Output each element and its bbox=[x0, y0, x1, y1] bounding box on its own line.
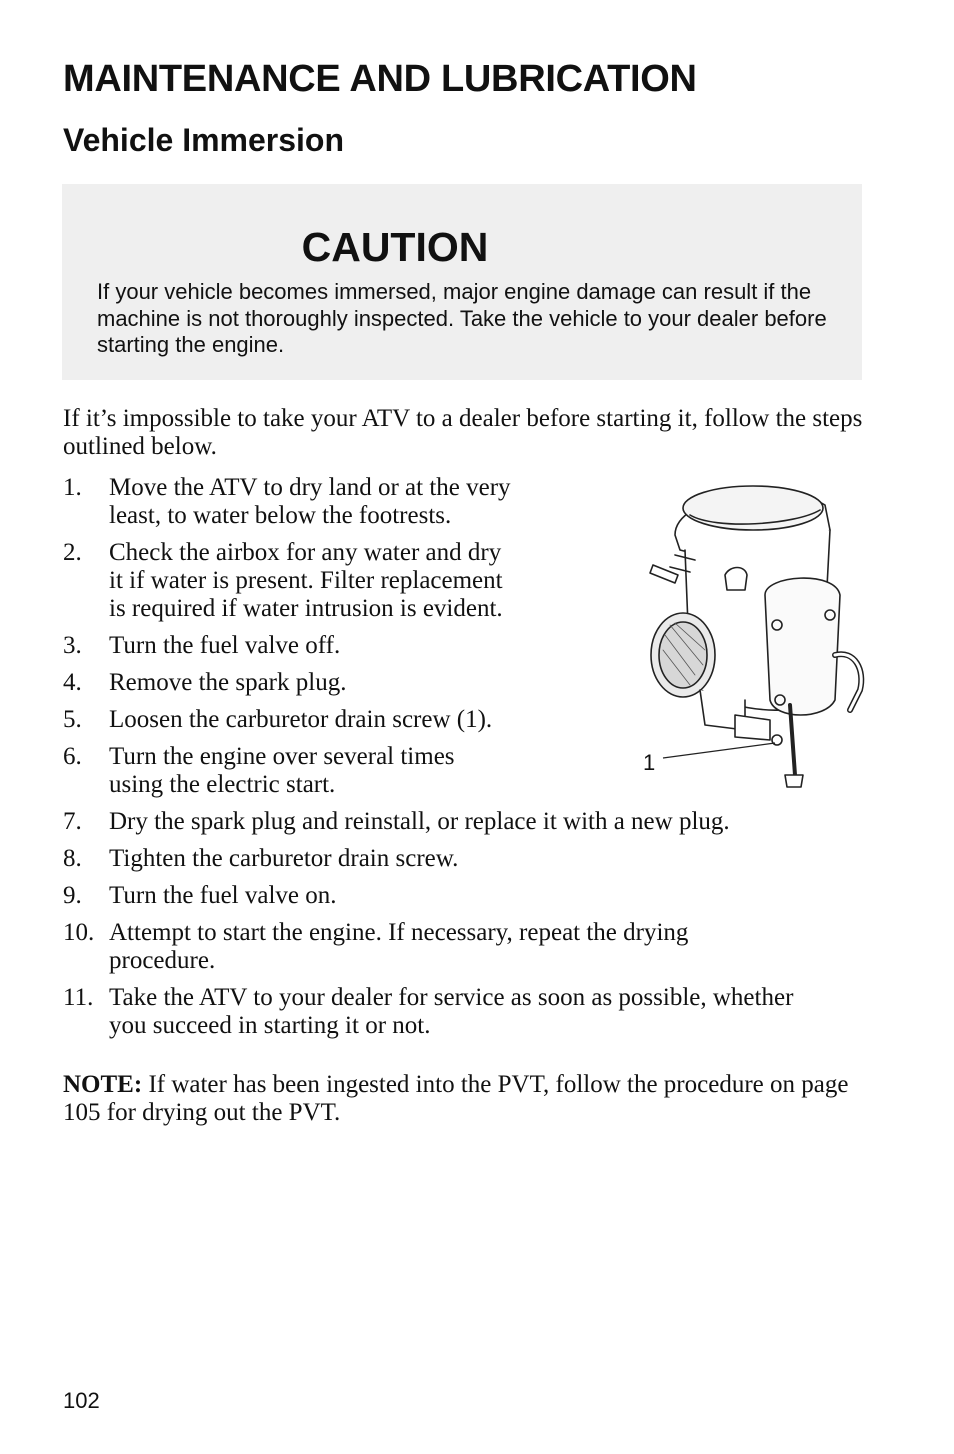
step-text: Tighten the carburetor drain screw. bbox=[109, 845, 459, 872]
step-text: Turn the engine over several times using the electric start. bbox=[109, 743, 455, 798]
step-number: 5. bbox=[63, 706, 82, 733]
caution-heading: CAUTION bbox=[301, 224, 489, 270]
step-number: 7. bbox=[63, 808, 82, 835]
carburetor-illustration-icon bbox=[635, 475, 870, 795]
step-text: Attempt to start the engine. If necessary, repeat the drying procedure. bbox=[109, 919, 689, 974]
caution-text: If your vehicle becomes immersed, major engine damage can result if the machine is not thoroughly inspected. Take the vehicle to your dealer before starting the engine. bbox=[97, 279, 827, 357]
section-title: Vehicle Immersion bbox=[63, 122, 345, 158]
note-label: NOTE: bbox=[63, 1071, 143, 1098]
list-item bbox=[63, 845, 863, 873]
step-number: 3. bbox=[63, 632, 82, 659]
note-paragraph bbox=[63, 1071, 863, 1127]
step-number: 10. bbox=[63, 919, 95, 946]
step-number: 2. bbox=[63, 539, 82, 566]
step-text: Dry the spark plug and reinstall, or replace it with a new plug. bbox=[109, 808, 730, 835]
step-text: Turn the fuel valve off. bbox=[109, 632, 341, 659]
step-text: Remove the spark plug. bbox=[109, 669, 347, 696]
list-item bbox=[63, 919, 863, 975]
list-item bbox=[63, 984, 863, 1040]
list-item bbox=[63, 882, 863, 910]
step-number: 9. bbox=[63, 882, 82, 909]
step-text: Check the airbox for any water and dry it if water is present. Filter replacement is required if water intrusion is evident. bbox=[109, 539, 503, 622]
step-number: 1. bbox=[63, 474, 82, 501]
step-number: 11. bbox=[63, 984, 94, 1011]
step-number: 8. bbox=[63, 845, 82, 872]
step-text: Loosen the carburetor drain screw (1). bbox=[109, 706, 493, 733]
figure-callout: 1 bbox=[643, 750, 656, 775]
step-number: 6. bbox=[63, 743, 82, 770]
page-title: MAINTENANCE AND LUBRICATION bbox=[63, 58, 697, 100]
step-text: Move the ATV to dry land or at the very least, to water below the footrests. bbox=[109, 474, 511, 529]
intro-paragraph: If it’s impossible to take your ATV to a dealer before starting it, follow the steps outlined below. bbox=[63, 405, 863, 460]
note-text: If water has been ingested into the PVT, follow the procedure on page 105 for drying out the PVT. bbox=[63, 1071, 849, 1126]
step-text: Take the ATV to your dealer for service as soon as possible, whether you succeed in starting it or not. bbox=[109, 984, 794, 1039]
step-number: 4. bbox=[63, 669, 82, 696]
step-text: Turn the fuel valve on. bbox=[109, 882, 337, 909]
page-number: 102 bbox=[63, 1388, 100, 1413]
list-item bbox=[63, 808, 863, 836]
